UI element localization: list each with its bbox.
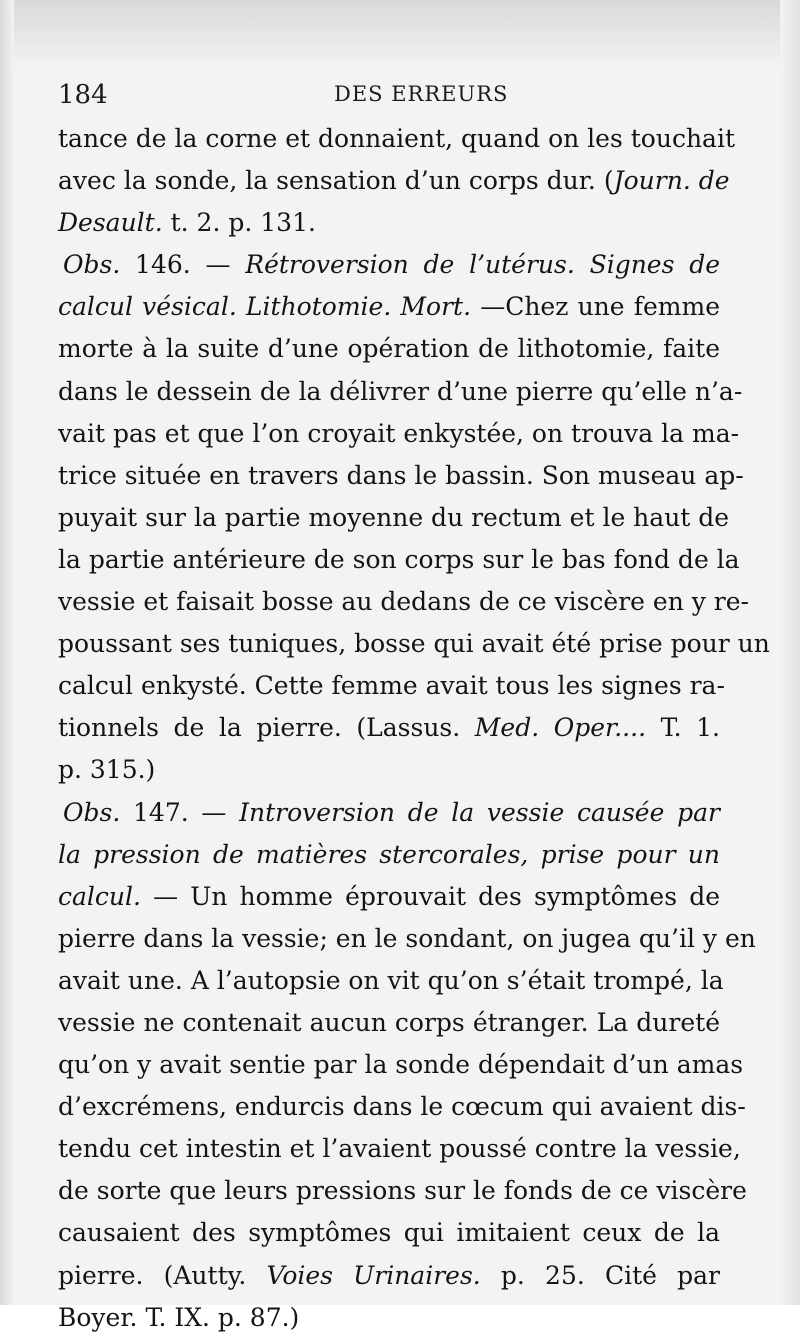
- text-line: calcul enkysté. Cette femme avait tous les signes ra-: [58, 671, 725, 701]
- text-line: vait pas et que l’on croyait enkystée, on trouva la ma-: [58, 418, 740, 448]
- text-line: de sorte que leurs pressions sur le fonds de ce viscère: [58, 1176, 747, 1206]
- journal-reference: Journ. de: [613, 166, 730, 196]
- text-line: calcul vésical. Lithotomie. Mort. —Chez une femme: [58, 292, 720, 322]
- text-line: Desault. t. 2. p. 131.: [58, 208, 316, 238]
- book-reference: Voies Urinaires.: [266, 1260, 481, 1290]
- text-line: tance de la corne et donnaient, quand on les touchait: [58, 124, 735, 153]
- text-line: pierre. (Autty. Voies Urinaires. p. 25. Cité par: [58, 1260, 720, 1290]
- text-line: poussant ses tuniques, bosse qui avait été prise pour un: [58, 629, 770, 659]
- text-line: Boyer. T. IX. p. 87.): [58, 1302, 300, 1332]
- text-line: dans le dessein de la délivrer d’une pierre qu’elle n’a-: [58, 376, 743, 406]
- text-line: la pression de matières stercorales, prise pour un: [58, 839, 720, 869]
- text-line: d’excrémens, endurcis dans le cœcum qui avaient dis-: [58, 1092, 746, 1122]
- observation-146-heading: Obs. 146. — Rétroversion de l’utérus. Signes de: [63, 250, 720, 280]
- book-reference: Med. Oper....: [474, 713, 647, 743]
- author-reference: Desault.: [58, 208, 163, 238]
- page-number: 184: [58, 80, 108, 110]
- text-line: causaient des symptômes qui imitaient ceux de la: [58, 1218, 720, 1248]
- text-line: tendu cet intestin et l’avaient poussé contre la vessie,: [58, 1134, 741, 1164]
- text-line: la partie antérieure de son corps sur le bas fond de la: [58, 544, 740, 574]
- text-line: tionnels de la pierre. (Lassus. Med. Oper.... T. 1.: [58, 713, 720, 743]
- text-line: vessie ne contenait aucun corps étranger. La dureté: [58, 1007, 720, 1037]
- text-line: avec la sonde, la sensation d’un corps dur. (Journ. de: [58, 166, 730, 196]
- text-line: pierre dans la vessie; en le sondant, on jugea qu’il y en: [58, 923, 756, 953]
- text-line: qu’on y avait sentie par la sonde dépendait d’un amas: [58, 1050, 744, 1080]
- text-line: calcul. — Un homme éprouvait des symptômes de: [58, 881, 720, 911]
- text-line: puyait sur la partie moyenne du rectum et le haut de: [58, 502, 730, 532]
- observation-147-heading: Obs. 147. — Introversion de la vessie causée par: [63, 797, 720, 827]
- running-head: DES ERREURS: [334, 82, 509, 106]
- page-shadow-right: [780, 0, 800, 1305]
- page-shadow-top: [0, 0, 800, 70]
- body-text: [58, 118, 770, 1339]
- text-line: vessie et faisait bosse au dedans de ce viscère en y re-: [58, 587, 750, 617]
- page-shadow-left: [0, 0, 14, 1305]
- text-line: avait une. A l’autopsie on vit qu’on s’était trompé, la: [58, 965, 724, 995]
- text-line: trice située en travers dans le bassin. Son museau ap-: [58, 460, 744, 490]
- text-line: morte à la suite d’une opération de lithotomie, faite: [58, 334, 720, 364]
- page-header: [58, 80, 728, 112]
- text-line: p. 315.): [58, 755, 156, 785]
